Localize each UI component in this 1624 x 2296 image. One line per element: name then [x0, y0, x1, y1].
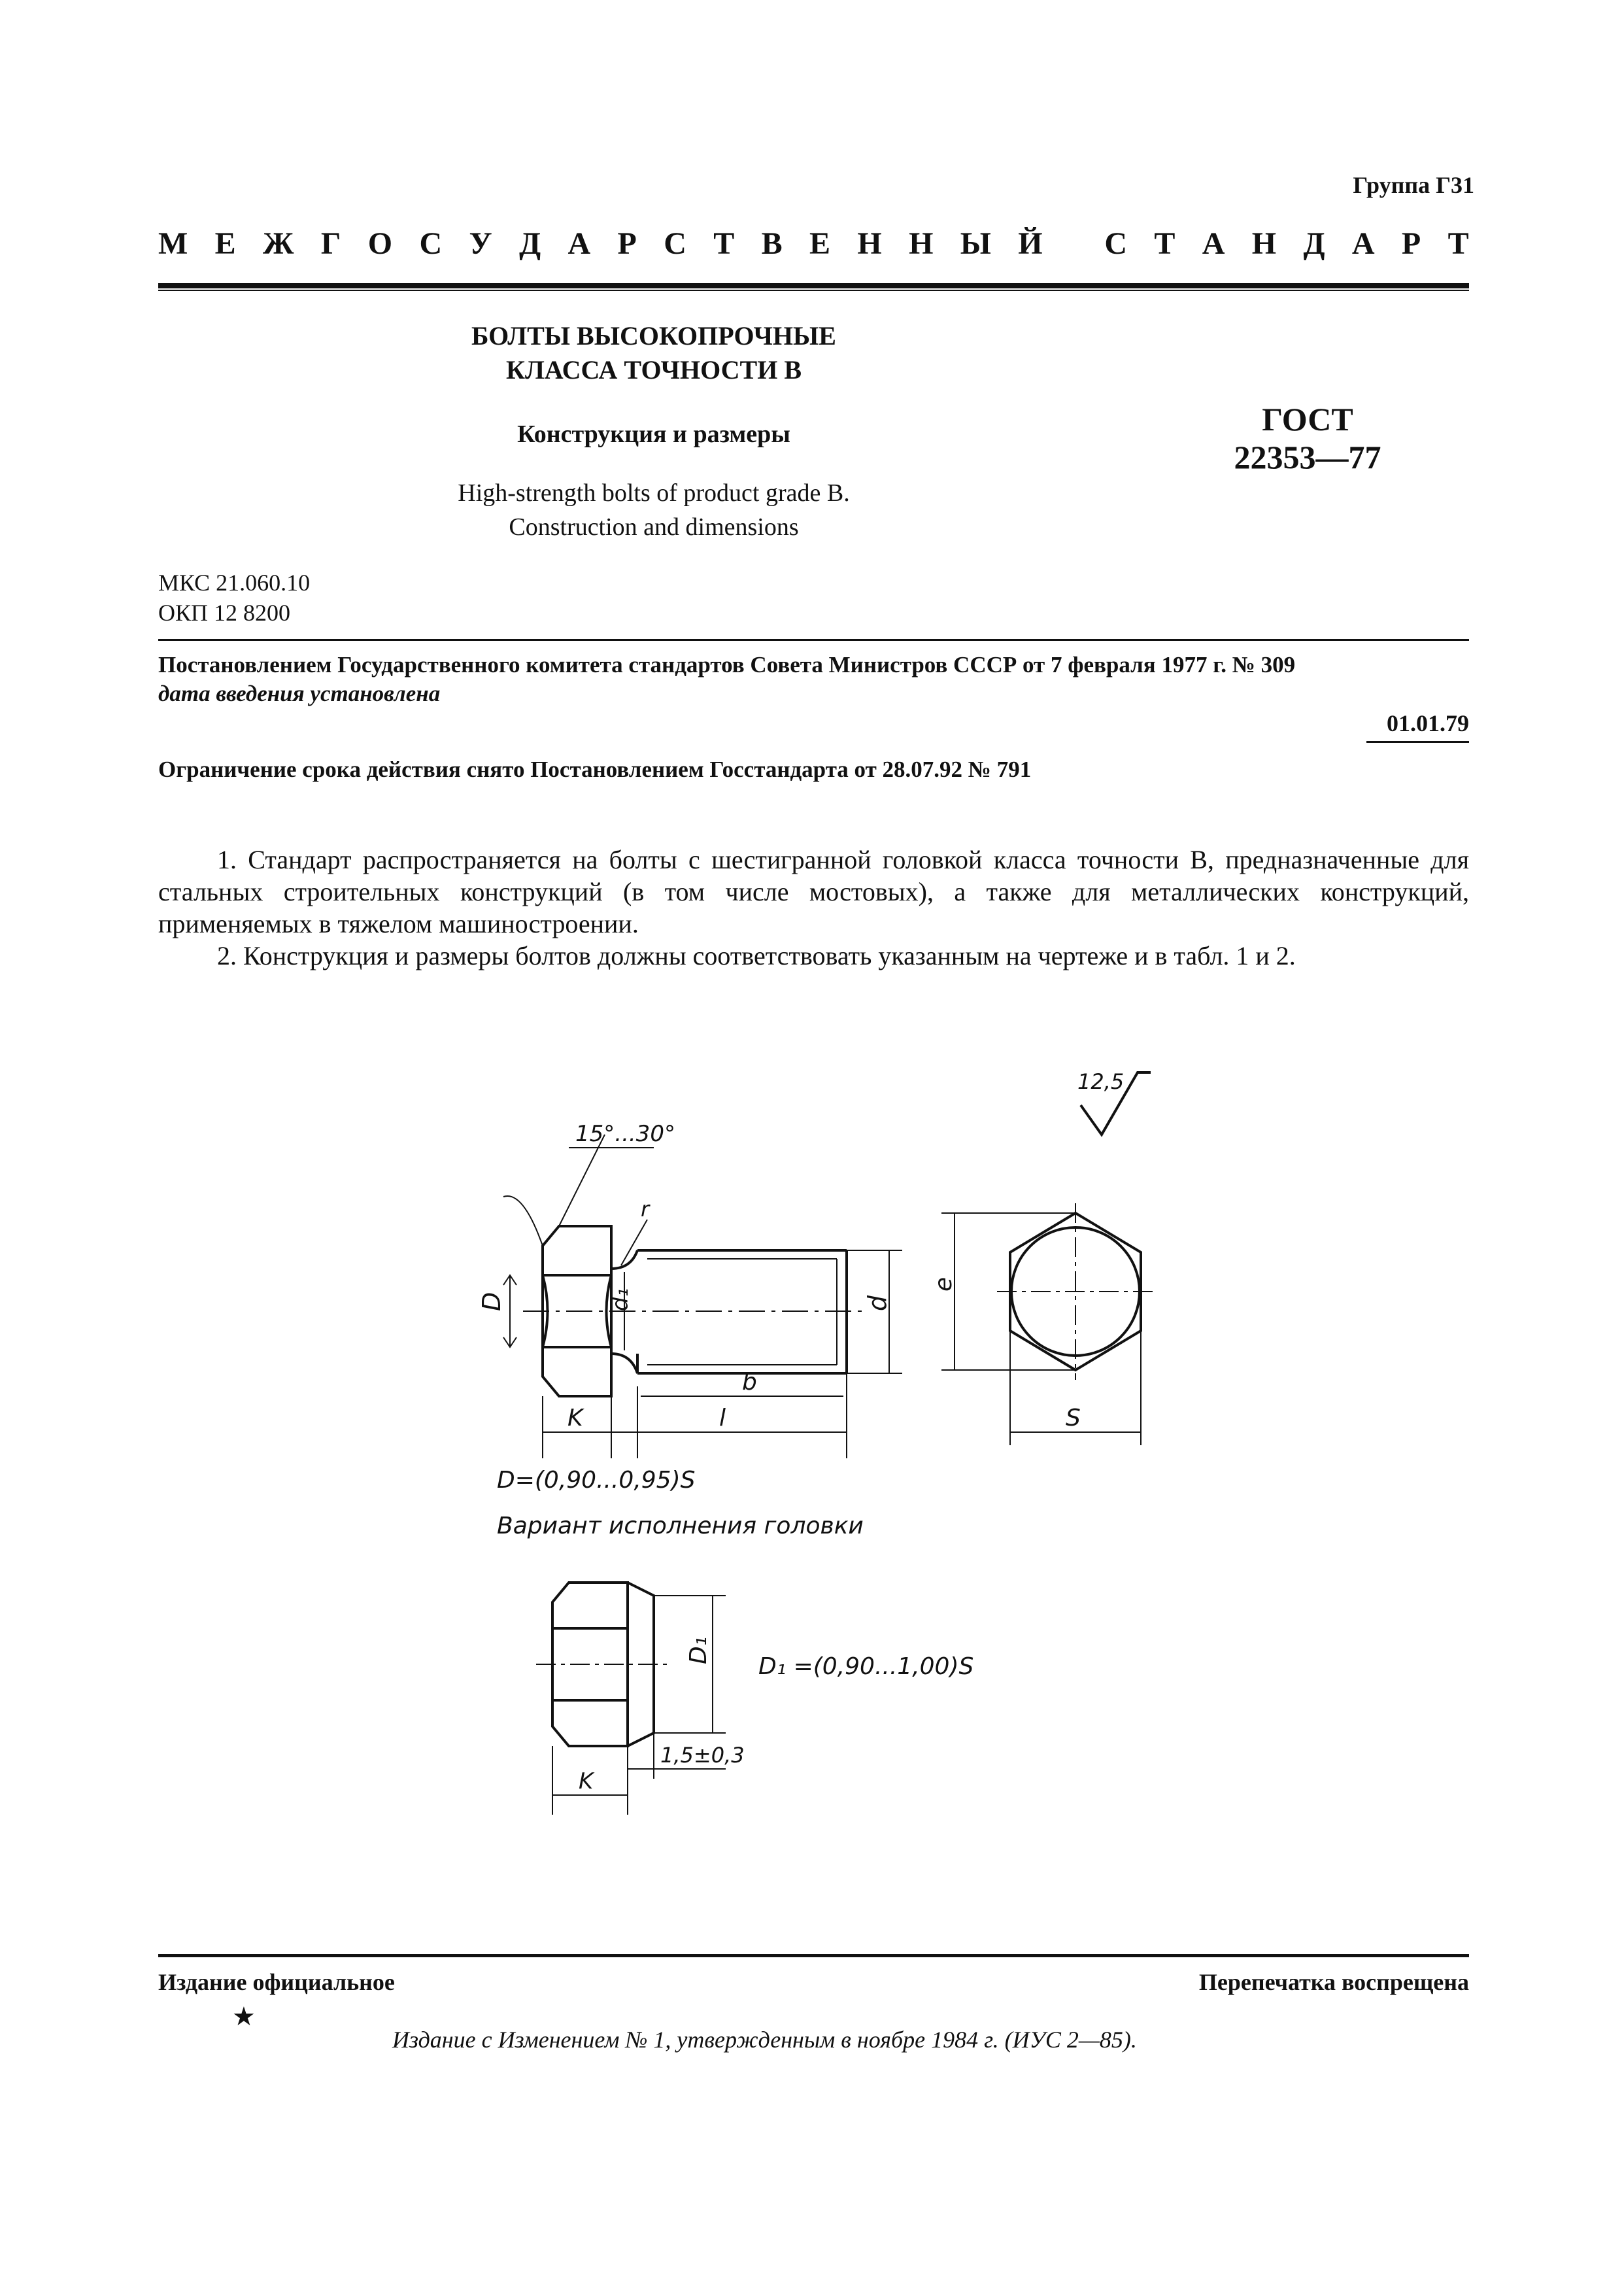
heading-letter: Н	[1251, 226, 1277, 261]
title-line-2: КЛАССА ТОЧНОСТИ В	[505, 355, 802, 385]
okp-code: ОКП 12 8200	[158, 600, 291, 626]
heading-letter: У	[469, 226, 492, 261]
label-S: S	[1066, 1405, 1081, 1431]
formula-D1: D₁ =(0,90...1,00)S	[758, 1653, 974, 1680]
heading-letter: Т	[1447, 226, 1469, 261]
english-title-line-1: High-strength bolts of product grade B.	[458, 479, 850, 507]
group-code: Группа Г31	[1353, 172, 1474, 198]
paragraph-2: 2. Конструкция и размеры болтов должны соответствовать указанным на чертеже и в табл. 1 и 2.	[217, 941, 1296, 970]
heading-letter: Г	[320, 226, 341, 261]
subtitle: Конструкция и размеры	[517, 420, 790, 448]
mks-code: МКС 21.060.10	[158, 570, 311, 596]
label-l: l	[719, 1405, 726, 1431]
heading-letter: Т	[713, 226, 735, 261]
intro-date-label: дата введения установлена	[158, 681, 441, 706]
label-D1: D₁	[685, 1636, 712, 1664]
label-d1: d₁	[607, 1288, 634, 1311]
heading-letter: Р	[617, 226, 637, 261]
label-K: K	[567, 1405, 583, 1431]
hex-end-view	[930, 1203, 1154, 1445]
heading-letter: Ы	[960, 226, 991, 261]
heading-letter: Е	[214, 226, 236, 261]
heading-letter: Т	[1154, 226, 1176, 261]
heading-letter: О	[367, 226, 393, 261]
gost-label: ГОСТ	[1262, 401, 1353, 437]
heading-letter: А	[567, 226, 591, 261]
tolerance-label: 1,5±0,3	[660, 1743, 745, 1768]
label-d: d	[863, 1295, 892, 1311]
bolt-side-view	[477, 1121, 902, 1458]
heading-letter: Е	[809, 226, 831, 261]
star-mark: ★	[232, 2002, 256, 2031]
heading-letter: Д	[1303, 226, 1325, 261]
label-D: D	[477, 1292, 506, 1311]
reprint-prohibited: Перепечатка воспрещена	[1198, 1969, 1469, 1995]
heading-letter: А	[1202, 226, 1225, 261]
decree-text: Постановлением Государственного комитета стандартов Совета Министров СССР от 7 февраля 1977 г. № 309	[158, 652, 1296, 677]
label-K2: K	[579, 1768, 594, 1794]
heading-letter: М	[158, 226, 188, 261]
heading-letter: Н	[909, 226, 934, 261]
heading-letter: Й	[1018, 226, 1043, 261]
roughness-value: 12,5	[1077, 1069, 1125, 1094]
gost-number: 22353—77	[1234, 439, 1381, 475]
edition-note: Издание с Изменением № 1, утвержденным в ноябре 1984 г. (ИУС 2—85).	[392, 2027, 1137, 2053]
intro-date: 01.01.79	[1387, 710, 1469, 736]
angle-label: 15°...30°	[575, 1121, 675, 1147]
heading-letter: С	[419, 226, 443, 261]
heading-letter: А	[1351, 226, 1375, 261]
label-r: r	[641, 1197, 650, 1222]
english-title-line-2: Construction and dimensions	[509, 513, 799, 541]
heading-letter: С	[1104, 226, 1128, 261]
label-e: e	[930, 1277, 957, 1292]
heading-letter: Ж	[263, 226, 294, 261]
official-edition: Издание официальное	[158, 1969, 395, 1995]
heading-letter: В	[761, 226, 783, 261]
heading-letter: Д	[519, 226, 541, 261]
paragraph-1: 1. Стандарт распространяется на болты с шестигранной головкой класса точности В, предназначенные для стальных строительных конструкций (в том числе мостовых), а также для металлических конструкций, применяемых в тяжелом машиностроении.	[158, 845, 1469, 938]
footer-rule	[158, 1954, 1469, 1957]
formula-D: D=(0,90...0,95)S	[497, 1467, 696, 1494]
roughness-symbol	[1077, 1069, 1151, 1135]
variant-caption: Вариант исполнения головки	[497, 1513, 864, 1539]
variant-head-view	[536, 1583, 745, 1815]
heading-letter: Н	[857, 226, 882, 261]
limitation-text: Ограничение срока действия снято Постановлением Госстандарта от 28.07.92 № 791	[158, 757, 1032, 782]
title-line-1: БОЛТЫ ВЫСОКОПРОЧНЫЕ	[471, 321, 836, 351]
heading-letter: Р	[1401, 226, 1421, 261]
label-b: b	[742, 1369, 757, 1396]
heading-letter: С	[664, 226, 686, 261]
